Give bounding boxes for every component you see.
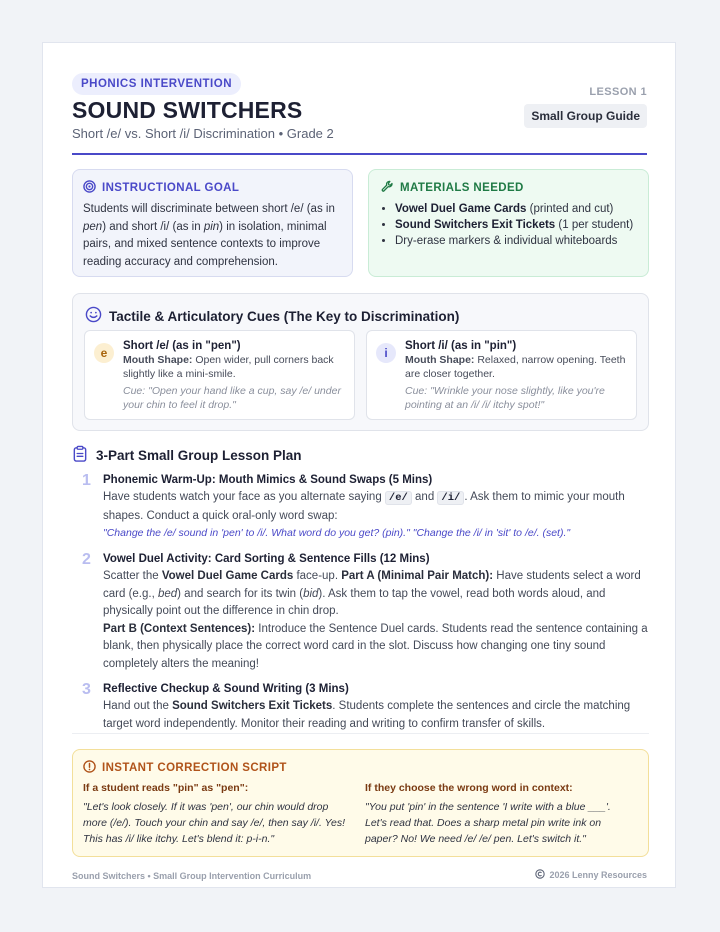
- lesson-label: LESSON 1: [589, 86, 647, 98]
- guide-badge: Small Group Guide: [524, 104, 647, 128]
- sound-code: /e/: [385, 491, 412, 505]
- cue-tip: Cue: "Wrinkle your nose slightly, like you're pointing at an /i/ /i/ itchy spot!": [405, 385, 605, 411]
- articulatory-cues-panel: [72, 293, 649, 431]
- correction-script-card: [72, 749, 649, 857]
- materials-heading-text: MATERIALS NEEDED: [400, 182, 524, 194]
- goal-heading-text: INSTRUCTIONAL GOAL: [102, 182, 240, 194]
- sound-code: /i/: [437, 491, 464, 505]
- cue-title: Short /i/ (as in "pin"): [405, 340, 517, 352]
- lesson-step-1: [72, 472, 652, 542]
- wrench-icon: [381, 180, 394, 196]
- script-quote: "Let's look closely. If it was 'pen', our chin would drop more (/e/). Touch your chin and say /e/, then say /i/. Yes! This has /i/ like itchy. Let's blend it: p-i-n.": [83, 801, 346, 845]
- step-title: Reflective Checkup & Sound Writing (3 Mins): [103, 683, 349, 695]
- step-title: Vowel Duel Activity: Card Sorting & Sentence Fills (12 Mins): [103, 553, 430, 565]
- step-text: Part B (Context Sentences): Introduce the Sentence Duel cards. Students read the sentence containing a blank, then physically place the correct word card in the slot. Discuss how changing one tiny sound completely alters the meaning!: [103, 622, 648, 670]
- copyright-icon: [535, 869, 545, 881]
- step-number: 3: [82, 681, 91, 698]
- list-item: • Vowel Duel Game Cards (printed and cut): [395, 201, 636, 217]
- lesson-plan-heading-text: 3-Part Small Group Lesson Plan: [96, 447, 302, 463]
- materials-heading: [381, 180, 636, 196]
- cue-title: Short /e/ (as in "pen"): [123, 340, 241, 352]
- materials-list: [381, 201, 636, 249]
- cues-heading: [85, 306, 459, 326]
- section-divider: [72, 733, 649, 734]
- lesson-step-3: [72, 681, 652, 733]
- cue-description: Mouth Shape: Relaxed, narrow opening. Teeth are closer together.: [405, 354, 626, 380]
- step-text: Hand out the Sound Switchers Exit Tickets. Students complete the sentences and circle the matching target word independently. Monitor their reading and writing to confirm transfer of skills.: [103, 700, 631, 730]
- step-text: Have students watch your face as you alternate saying /e/ and /i/ . Ask them to mimic your mouth shapes. Conduct a quick oral-only word swap:: [103, 491, 625, 522]
- worksheet-page: [42, 42, 676, 888]
- goal-text: Students will discriminate between short /e/ (as in pen) and short /i/ (as in pin) in isolation, minimal pairs, and mixed sentence contexts to improve reading accuracy and comprehension.: [83, 203, 335, 268]
- page-title: SOUND SWITCHERS: [72, 97, 303, 123]
- lesson-plan-heading: [72, 445, 302, 465]
- title-divider: [72, 153, 647, 155]
- step-number: 2: [82, 551, 91, 568]
- clipboard-icon: [72, 445, 88, 465]
- cues-heading-text: Tactile & Articulatory Cues (The Key to Discrimination): [109, 308, 460, 324]
- short-i-cue-card: [366, 330, 637, 420]
- goal-heading: [83, 180, 342, 196]
- script-quote: "You put 'pin' in the sentence 'I write with a blue ___'. Let's read that. Does a sharp metal pin write ink on paper? No! We need /e/ /e/ pen. Let's switch it.": [365, 801, 611, 845]
- cue-tip: Cue: "Open your hand like a cup, say /e/ under your chin to feel it drop.": [123, 385, 341, 411]
- script-scenario: If a student reads "pin" as "pen":: [83, 782, 249, 794]
- target-icon: [83, 180, 96, 196]
- step-number: 1: [82, 472, 91, 489]
- vowel-e-badge: e: [94, 343, 114, 363]
- script-column-left: [83, 782, 348, 847]
- cue-description: Mouth Shape: Open wider, pull corners back slightly like a mini-smile.: [123, 354, 334, 380]
- step-quote: "Change the /e/ sound in 'pen' to /i/. What word do you get? (pin)." "Change the /i/ in 'sit' to /e/. (set).": [103, 527, 571, 539]
- list-item: • Sound Switchers Exit Tickets (1 per student): [395, 217, 636, 233]
- smile-icon: [85, 306, 102, 326]
- vowel-i-badge: i: [376, 343, 396, 363]
- lesson-step-2: [72, 551, 652, 673]
- alert-circle-icon: [83, 760, 96, 776]
- materials-card: [368, 169, 649, 277]
- step-text: Scatter the Vowel Duel Game Cards face-up. Part A (Minimal Pair Match): Have students select a word card (e.g., bed) and search for its twin (bid). Ask them to tap the vowel, read both words aloud, and physically point out the difference in chin drop.: [103, 570, 641, 617]
- footer-copyright: 2026 Lenny Resources: [535, 869, 647, 881]
- instructional-goal-card: [72, 169, 353, 277]
- script-heading: [83, 760, 638, 776]
- list-item: • Dry-erase markers & individual whiteboards: [395, 233, 636, 249]
- category-tag: PHONICS INTERVENTION: [72, 73, 241, 95]
- footer-curriculum: Sound Switchers • Small Group Intervention Curriculum: [72, 871, 312, 881]
- step-title: Phonemic Warm-Up: Mouth Mimics & Sound Swaps (5 Mins): [103, 474, 433, 486]
- short-e-cue-card: [84, 330, 355, 420]
- script-column-right: [365, 782, 630, 847]
- page-subtitle: Short /e/ vs. Short /i/ Discrimination • Grade 2: [72, 126, 334, 141]
- script-heading-text: INSTANT CORRECTION SCRIPT: [102, 762, 287, 774]
- script-scenario: If they choose the wrong word in context:: [365, 782, 573, 794]
